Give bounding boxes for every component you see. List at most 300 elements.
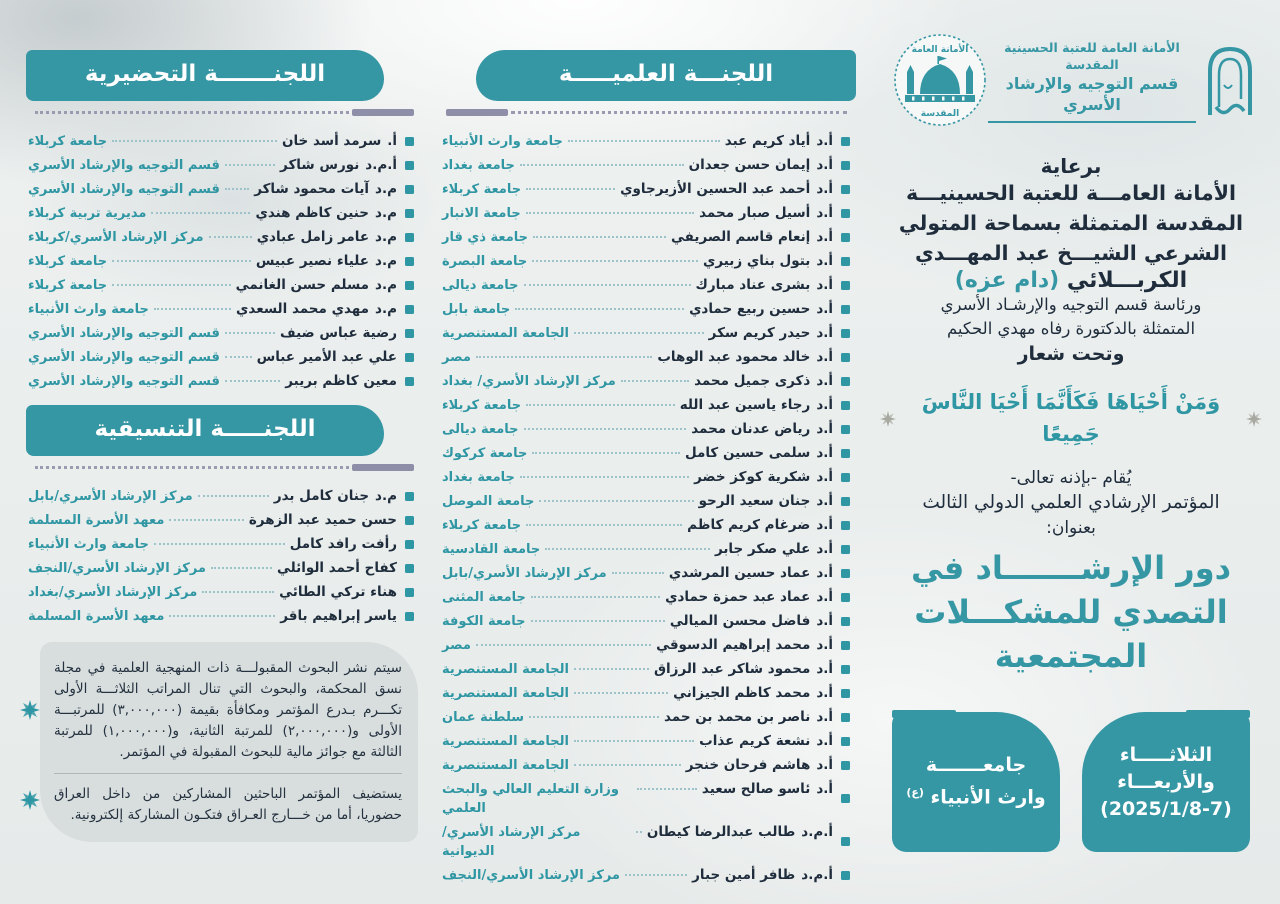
conference-title [880, 546, 1262, 678]
left-panel [0, 0, 430, 904]
dots-leader [476, 356, 652, 358]
member-row [28, 511, 414, 530]
conference-title-line-2: التصدي للمشكـــلات [914, 593, 1228, 631]
member-affiliation: جامعة الكوفة [442, 613, 526, 629]
dots-leader [574, 332, 704, 334]
notes-box [40, 642, 418, 842]
dotted-rule [35, 111, 349, 114]
member-affiliation: جامعة القادسية [442, 541, 541, 557]
venue-line-2 [906, 779, 1045, 811]
member-affiliation: مركز الإرشاد الأسري/بغداد [28, 584, 198, 600]
member-row [442, 564, 850, 583]
member-row [28, 252, 414, 271]
bullet-square-icon [841, 233, 850, 242]
dots-leader [574, 668, 649, 670]
member-affiliation: قسم التوجيه والإرشاد الأسري [28, 349, 220, 365]
dots-leader [476, 644, 651, 646]
member-affiliation: جامعة كركوك [442, 445, 528, 461]
member-row [442, 276, 850, 295]
quran-verse-row [880, 387, 1262, 450]
member-name: أ.م.دنورس شاكر [280, 156, 397, 173]
sponsor-line-2: المقدسة المتمثلة بسماحة المتولي [898, 211, 1244, 235]
member-name: أ.دضرغام كريم كاظم [687, 516, 833, 533]
member-affiliation: جامعة كربلاء [28, 253, 108, 269]
member-name: حسن حميد عبد الزهرة [248, 511, 397, 528]
department-logo-lockup [988, 40, 1258, 123]
rosette-icon [1246, 411, 1262, 427]
dots-leader [612, 572, 664, 574]
dots-leader [526, 404, 675, 406]
venue-line-1: جامعـــــــة [925, 754, 1027, 777]
member-row [442, 300, 850, 319]
member-affiliation: الجامعة المستنصرية [442, 757, 569, 773]
member-affiliation: مديرية تربية كربلاء [28, 205, 147, 221]
bullet-square-icon [841, 521, 850, 530]
venue-university-name: وارث الأنبياء [930, 786, 1046, 809]
member-affiliation: جامعة بابل [442, 301, 511, 317]
irshad-arch-logo-icon [1202, 41, 1258, 123]
preparatory-members-list [26, 130, 420, 391]
dots-leader [539, 500, 693, 502]
member-name: م.دجنان كامل بدر [273, 487, 397, 504]
member-row [442, 324, 850, 343]
member-affiliation: قسم التوجيه والإرشاد الأسري [28, 325, 220, 341]
dots-leader [625, 874, 687, 876]
member-name: أ.دمحمد إبراهيم الدسوقي [656, 636, 833, 653]
member-row [442, 516, 850, 535]
member-name: أ.دئاسو صالح سعيد [701, 780, 833, 797]
member-name: م.دعلياء نصير عبيس [255, 252, 397, 269]
dots-leader [225, 188, 249, 190]
member-name: كفاح أحمد الوائلي [277, 559, 397, 576]
member-row [28, 156, 414, 175]
footer-boxes-row [880, 712, 1262, 852]
sponsor-honorific: (دام عزه) [954, 268, 1060, 293]
member-name: علي عبد الأمير عباس [256, 348, 397, 365]
dots-leader [211, 567, 272, 569]
member-row [442, 492, 850, 511]
member-name: أ.دحيدر كريم سكر [708, 324, 833, 341]
member-name: م.دمهدي محمد السعدي [236, 300, 397, 317]
bullet-square-icon [841, 473, 850, 482]
dots-leader [112, 260, 251, 262]
member-row [28, 300, 414, 319]
member-row [442, 348, 850, 367]
dots-leader [568, 140, 720, 142]
member-affiliation: جامعة كربلاء [442, 517, 522, 533]
member-name: أ.م.دظافر أمين جبار [692, 866, 833, 883]
bullet-square-icon [841, 641, 850, 650]
calligraphy-underline [988, 121, 1196, 123]
sponsor-name: الكربـــلائي [1066, 268, 1188, 293]
member-name: أ.دهاشم فرحان خنجر [685, 756, 833, 773]
member-affiliation: جامعة الموصل [442, 493, 535, 509]
dots-leader [225, 332, 275, 334]
dots-leader [154, 543, 285, 545]
member-row [442, 468, 850, 487]
member-name: أ.دناصر بن محمد بن حمد [663, 708, 833, 725]
bullet-square-icon [841, 497, 850, 506]
sponsorship-lead: برعاية [1040, 154, 1102, 178]
bullet-square-icon [841, 449, 850, 458]
member-name: أ.دبشرى عناد مبارك [695, 276, 833, 293]
asterisk-ornament-icon [20, 790, 40, 810]
member-row [442, 396, 850, 415]
conference-title-line-3: المجتمعية [994, 637, 1148, 675]
bullet-square-icon [841, 545, 850, 554]
member-name: ياسر إبراهيم باقر [280, 607, 397, 624]
bullet-square-icon [841, 689, 850, 698]
dots-leader [574, 764, 681, 766]
bullet-square-icon [841, 257, 850, 266]
dots-leader [225, 164, 275, 166]
member-name: أ.دإنعام قاسم الصريفي [671, 228, 833, 245]
holy-shrine-emblem-icon [892, 32, 988, 128]
bullet-square-icon [405, 377, 414, 386]
scientific-committee-panel [430, 0, 870, 904]
dots-leader [202, 591, 274, 593]
bullet-square-icon [841, 761, 850, 770]
member-affiliation: مصر [442, 349, 471, 365]
member-affiliation: الجامعة المستنصرية [442, 733, 569, 749]
bullet-square-icon [405, 161, 414, 170]
member-row [442, 420, 850, 439]
scientific-members-list [440, 130, 856, 885]
bullet-square-icon [405, 209, 414, 218]
member-name: أ.دعماد عبد حمزة حمادي [665, 588, 833, 605]
member-row [442, 612, 850, 631]
bullet-square-icon [841, 713, 850, 722]
bullet-square-icon [405, 329, 414, 338]
member-affiliation: وزارة التعليم العالي والبحث العلمي [442, 781, 619, 816]
coordination-committee-banner: اللجنـــــة التنسيقية [26, 405, 384, 456]
bullet-square-icon [405, 540, 414, 549]
member-name: أ.دأياد كريم عبد [724, 132, 833, 149]
dots-leader [526, 524, 682, 526]
member-name: أ.سرمد أسد خان [281, 132, 397, 149]
member-name: أ.دسلمى حسين كامل [684, 444, 833, 461]
member-name: م.دحنين كاظم هندي [255, 204, 397, 221]
note-text: يستضيف المؤتمر الباحثين المشاركين من داخل العراق حضوريا، أما من خـــارج العـراق فتكـون المشاركة إلكترونية. [54, 785, 402, 823]
svg-text:الأمانة العامة: الأمانة العامة [911, 45, 969, 55]
sponsor-line-6: المتمثلة بالدكتورة رفاه مهدي الحكيم [946, 319, 1196, 338]
member-affiliation: جامعة الانبار [442, 205, 521, 221]
banner-underline [32, 108, 414, 117]
bullet-square-icon [841, 329, 850, 338]
sponsor-name-line [880, 268, 1262, 293]
coordination-members-list [26, 485, 420, 626]
dots-leader [532, 452, 680, 454]
member-row [28, 487, 414, 506]
dots-leader [524, 428, 687, 430]
dots-leader [112, 284, 231, 286]
member-affiliation: مركز الإرشاد الأسري/ بغداد [442, 373, 616, 389]
member-affiliation: جامعة ذي قار [442, 229, 529, 245]
bullet-square-icon [841, 161, 850, 170]
bullet-square-icon [841, 209, 850, 218]
member-affiliation: جامعة بغداد [442, 157, 515, 173]
conference-name: المؤتمر الإرشادي العلمي الدولي الثالث [922, 492, 1220, 513]
bullet-square-icon [841, 871, 850, 880]
member-name: أ.دمحمد كاظم الجيزاني [673, 684, 833, 701]
dots-leader [574, 692, 668, 694]
dotted-rule [511, 111, 847, 114]
member-affiliation: جامعة المثنى [442, 589, 526, 605]
bullet-square-icon [841, 569, 850, 578]
member-affiliation: جامعة وارث الأنبياء [28, 301, 149, 317]
member-affiliation: الجامعة المستنصرية [442, 325, 569, 341]
dots-leader [515, 308, 684, 310]
member-row [442, 684, 850, 703]
event-block [880, 468, 1262, 678]
member-affiliation: مركز الإرشاد الأسري/بابل [442, 565, 607, 581]
member-affiliation: مصر [442, 637, 471, 653]
bullet-square-icon [405, 137, 414, 146]
member-affiliation: الجامعة المستنصرية [442, 661, 569, 677]
bullet-square-icon [841, 137, 850, 146]
member-row [442, 823, 850, 861]
member-name: أ.دأسيل صبار محمد [699, 204, 833, 221]
member-name: أ.دحسين ربيع حمادي [689, 300, 833, 317]
conference-dates-box [1082, 712, 1250, 852]
member-name: أ.درجاء ياسين عبد الله [679, 396, 833, 413]
bullet-square-icon [405, 492, 414, 501]
bullet-square-icon [841, 617, 850, 626]
member-name: أ.دشكرية كوكز خضر [694, 468, 833, 485]
member-name: رأفت رافد كامل [289, 535, 397, 552]
date-day-2: والأربعـــاء [1117, 770, 1215, 793]
bullet-square-icon [405, 281, 414, 290]
sponsor-line-1: الأمانة العامـــة للعتبة الحسينيـــة [905, 181, 1237, 205]
member-affiliation: جامعة وارث الأنبياء [28, 536, 149, 552]
member-affiliation: قسم التوجيه والإرشاد الأسري [28, 373, 220, 389]
member-row [442, 372, 850, 391]
bullet-square-icon [841, 737, 850, 746]
bullet-square-icon [405, 257, 414, 266]
dots-leader [545, 548, 710, 550]
member-row [28, 559, 414, 578]
member-affiliation: سلطنة عمان [442, 709, 525, 725]
member-row [28, 228, 414, 247]
member-name: أ.درياض عدنان محمد [691, 420, 833, 437]
member-row [28, 348, 414, 367]
dots-leader [154, 308, 231, 310]
bullet-square-icon [841, 185, 850, 194]
member-row [28, 324, 414, 343]
member-affiliation: مركز الإرشاد الأسري/النجف [28, 560, 206, 576]
dots-leader [198, 495, 269, 497]
bullet-square-icon [841, 401, 850, 410]
bullet-square-icon [841, 837, 850, 846]
member-name: معين كاظم بريبر [285, 372, 397, 389]
bullet-square-icon [405, 233, 414, 242]
dots-leader [169, 615, 275, 617]
dots-leader [531, 620, 665, 622]
member-row [28, 535, 414, 554]
member-affiliation: معهد الأسرة المسلمة [28, 608, 165, 624]
member-row [442, 756, 850, 775]
member-affiliation: جامعة كربلاء [28, 133, 108, 149]
dots-leader [574, 740, 694, 742]
dots-leader [531, 596, 660, 598]
dots-leader [621, 380, 689, 382]
bullet-square-icon [405, 516, 414, 525]
banner-underline [32, 463, 414, 472]
member-row [28, 180, 414, 199]
dotted-rule [35, 466, 349, 469]
member-name: م.دعامر زامل عبادي [256, 228, 397, 245]
bullet-square-icon [841, 593, 850, 602]
member-row [442, 588, 850, 607]
member-row [442, 444, 850, 463]
bullet-square-icon [405, 305, 414, 314]
member-name: أ.دإيمان حسن جعدان [688, 156, 833, 173]
member-name: أ.دجنان سعيد الرحو [698, 492, 833, 509]
dots-leader [637, 788, 697, 790]
venue-box [892, 712, 1060, 852]
member-name: م.دمسلم حسن الغانمي [235, 276, 397, 293]
bullet-square-icon [405, 588, 414, 597]
member-row [28, 583, 414, 602]
member-row [442, 540, 850, 559]
dots-leader [636, 831, 642, 833]
note-item [54, 773, 402, 826]
dots-leader [225, 380, 280, 382]
member-name: أ.م.دطالب عبدالرضا كيطان [646, 823, 833, 840]
dots-leader [529, 716, 659, 718]
banner-underline [446, 108, 850, 117]
member-affiliation: قسم التوجيه والإرشاد الأسري [28, 157, 220, 173]
member-row [442, 732, 850, 751]
member-name: أ.دفاضل محسن الميالي [669, 612, 833, 629]
member-name: أ.دذكرى جميل محمد [694, 372, 833, 389]
sponsor-line-3: الشرعي الشيـــخ عبد المهـــدي [914, 241, 1228, 265]
bullet-square-icon [841, 665, 850, 674]
honorific-symbol: (ع) [906, 786, 924, 800]
member-name: أ.دعماد حسين المرشدي [668, 564, 833, 581]
member-row [28, 132, 414, 151]
dots-leader [151, 212, 250, 214]
bullet-square-icon [841, 281, 850, 290]
member-affiliation: جامعة وارث الأنبياء [442, 133, 563, 149]
member-name: أ.دأحمد عبد الحسين الأزيرجاوي [620, 180, 833, 197]
member-row [28, 204, 414, 223]
member-name: أ.دبتول بناي زبيري [703, 252, 833, 269]
member-row [442, 866, 850, 885]
member-row [442, 228, 850, 247]
note-item [54, 658, 402, 763]
accent-bar [352, 464, 414, 471]
member-row [442, 156, 850, 175]
member-row [442, 708, 850, 727]
rosette-icon [880, 411, 896, 427]
member-row [442, 132, 850, 151]
scientific-committee-banner: اللجنـــة العلميـــــة [476, 50, 856, 101]
dots-leader [169, 519, 243, 521]
preparatory-committee-banner: اللجنـــــــة التحضيرية [26, 50, 384, 101]
member-row [442, 204, 850, 223]
dots-leader [520, 476, 689, 478]
member-affiliation: جامعة ديالى [442, 421, 519, 437]
dots-leader [225, 356, 252, 358]
member-row [442, 252, 850, 271]
slogan-lead: وتحت شعار [1017, 343, 1125, 365]
bullet-square-icon [405, 564, 414, 573]
quran-verse: وَمَنْ أَحْيَاهَا فَكَأَنَّمَا أَحْيَا النَّاسَ جَمِيعًا [921, 390, 1221, 446]
member-name: رضية عباس ضيف [280, 324, 397, 341]
date-numeric: (2025/1/8-7) [1100, 797, 1232, 820]
bullet-square-icon [841, 377, 850, 386]
bullet-square-icon [405, 185, 414, 194]
bullet-square-icon [405, 612, 414, 621]
member-row [442, 660, 850, 679]
svg-text:المقدسة: المقدسة [920, 109, 960, 119]
dots-leader [209, 236, 252, 238]
member-row [28, 607, 414, 626]
dots-leader [112, 140, 277, 142]
member-row [442, 780, 850, 818]
sponsorship-block [880, 154, 1262, 365]
dots-leader [526, 188, 615, 190]
member-affiliation: معهد الأسرة المسلمة [28, 512, 165, 528]
member-name: أ.دنشعة كريم عذاب [699, 732, 833, 749]
member-affiliation: جامعة بغداد [442, 469, 515, 485]
bullet-square-icon [841, 353, 850, 362]
bullet-square-icon [405, 353, 414, 362]
dots-leader [526, 212, 694, 214]
member-row [28, 276, 414, 295]
note-text: سيتم نشر البحوث المقبولـــة ذات المنهجية العلمية في مجلة نسق المحكمة، والبحوث التي تنال المراتب الثلاثـــة الأولى تكـــرم بـدرع المؤتمر ومكافأة بقيمة (٣,٠٠٠,٠٠٠) للمرتبـــة الأولى و(٢,٠٠٠,٠٠٠) للمرتبة الثانية، و(١,٠٠٠,٠٠٠) للمرتبة الثالثة مع جوائز مالية للبحوث المقبولة في المؤتمر. [54, 659, 402, 760]
member-affiliation: جامعة كربلاء [442, 181, 522, 197]
conference-title-line-1: دور الإرشـــــــاد في [910, 549, 1232, 587]
member-affiliation: الجامعة المستنصرية [442, 685, 569, 701]
bullet-square-icon [841, 305, 850, 314]
member-name: أ.دعلي صكر جابر [714, 540, 833, 557]
sponsor-line-5: ورئاسة قسم التوجيه والإرشـاد الأسري [940, 295, 1202, 314]
info-panel [870, 0, 1280, 904]
accent-bar [446, 109, 508, 116]
accent-bar [352, 109, 414, 116]
dots-leader [532, 260, 698, 262]
member-name: م.دآيات محمود شاكر [254, 180, 397, 197]
dots-leader [533, 236, 666, 238]
logos-row [880, 28, 1262, 128]
member-row [28, 372, 414, 391]
member-affiliation: مركز الإرشاد الأسري/بابل [28, 488, 193, 504]
event-titled-line: بعنوان: [1046, 518, 1096, 538]
member-affiliation: جامعة كربلاء [28, 277, 108, 293]
bullet-square-icon [841, 794, 850, 803]
member-affiliation: مركز الإرشاد الأسري/الديوانية [442, 824, 581, 859]
event-held-line: يُقام -بإذنه تعالى- [1010, 468, 1132, 488]
bullet-square-icon [841, 425, 850, 434]
dots-leader [520, 164, 684, 166]
member-affiliation: مركز الإرشاد الأسري/النجف [442, 867, 620, 883]
member-affiliation: مركز الإرشاد الأسري/كربلاء [28, 229, 204, 245]
member-affiliation: جامعة ديالى [442, 277, 519, 293]
member-row [442, 180, 850, 199]
dots-leader [524, 284, 691, 286]
member-row [442, 636, 850, 655]
member-name: أ.دمحمود شاكر عبد الرزاق [653, 660, 833, 677]
member-affiliation: جامعة البصرة [442, 253, 528, 269]
abbasiya-line: الأمانة العامة للعتبة الحسينية المقدسة [1004, 40, 1180, 72]
member-affiliation: جامعة كربلاء [442, 397, 522, 413]
date-day-1: الثلاثـــــاء [1119, 743, 1213, 766]
department-line: قسم التوجيه والإرشاد الأسري [1005, 73, 1179, 114]
member-affiliation: قسم التوجيه والإرشاد الأسري [28, 181, 220, 197]
asterisk-ornament-icon [20, 700, 40, 720]
